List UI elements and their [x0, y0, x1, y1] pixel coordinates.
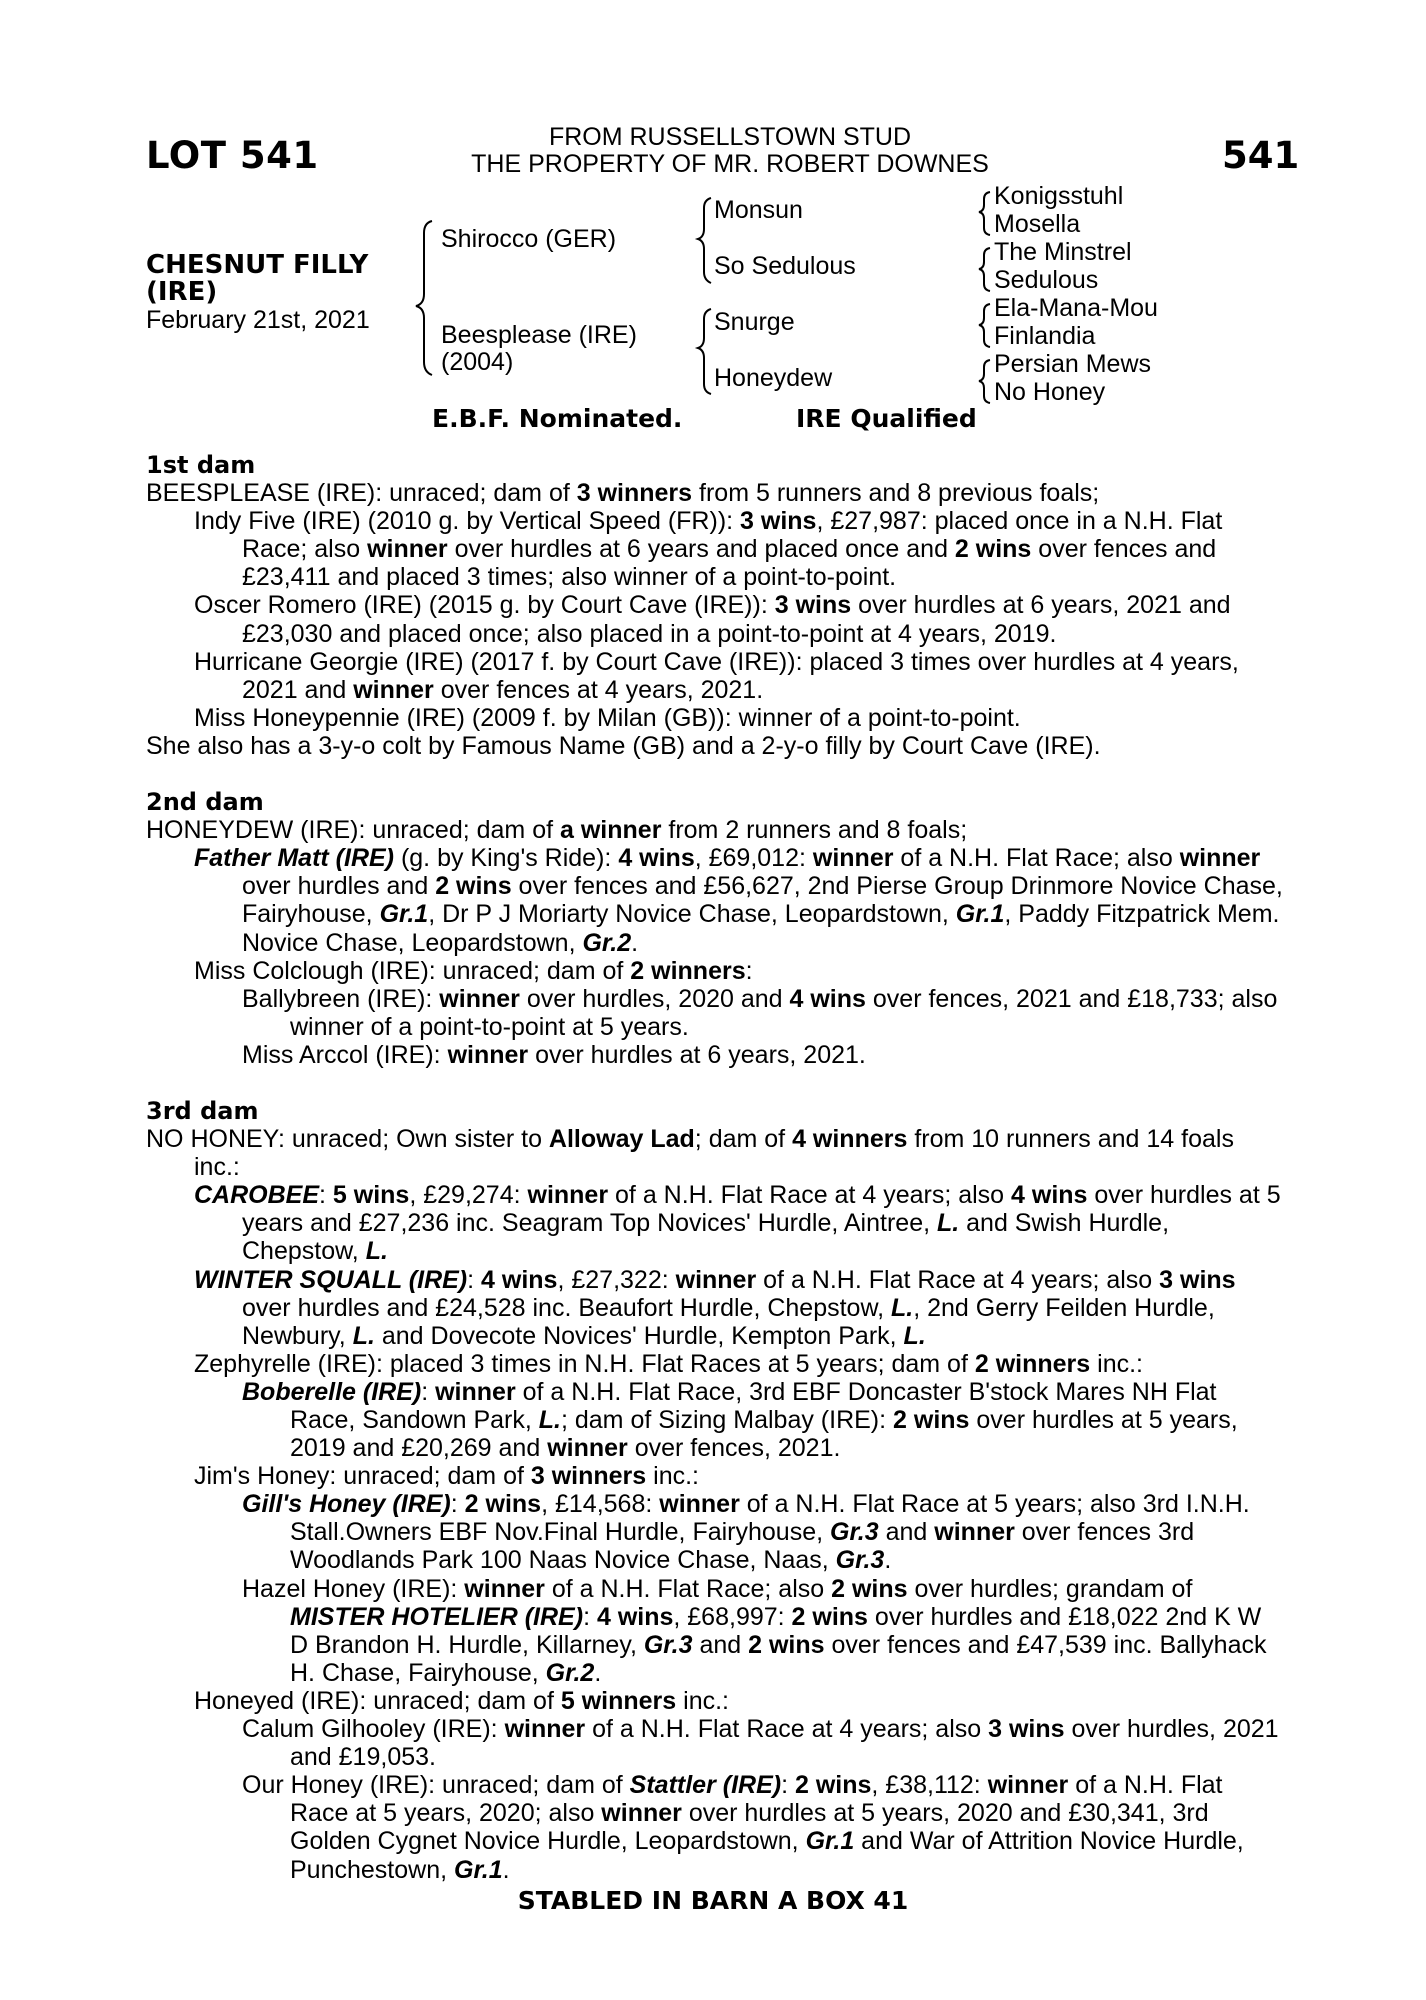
text-run: Our Honey (IRE): unraced; dam of: [242, 1771, 630, 1800]
pedigree-brackets: [0, 0, 1426, 420]
ebf-nominated-badge: E.B.F. Nominated.: [432, 404, 683, 433]
text-run: , Paddy Fitzpatrick Mem. Novice Chase, Leopardstown,: [242, 900, 1280, 957]
text-run: over hurdles at 5 years, 2020 and £30,341, 3rd Golden Cygnet Novice Hurdle, Leopardstown,: [290, 1799, 1209, 1856]
text-run: over hurdles at 5 years, 2019 and £20,269 and: [290, 1406, 1238, 1463]
bold-run: 2 wins: [893, 1406, 970, 1434]
produce-entry: [146, 1041, 1286, 1069]
text-run: Calum Gilhooley (IRE):: [242, 1715, 505, 1744]
section-heading: 3rd dam: [146, 1096, 259, 1125]
text-run: Hazel Honey (IRE):: [242, 1574, 465, 1603]
bold-run: winner: [1179, 844, 1261, 873]
text-run: over fences at 4 years, 2021.: [433, 675, 764, 704]
bold-run: winner: [547, 1434, 628, 1463]
dam-paragraph: [146, 1125, 1286, 1181]
produce-entry: [146, 957, 1286, 985]
text-run: over fences and £23,411 and placed 3 times; also winner of a point-to-point.: [242, 535, 1217, 592]
produce-entry: [146, 1462, 1286, 1490]
text-run: over hurdles and £18,022 2nd K W D Brandon H. Hurdle, Killarney,: [290, 1602, 1262, 1659]
text-run: of a N.H. Flat Race at 4 years; also: [608, 1181, 1012, 1210]
black-type-run: Gr.3: [830, 1518, 879, 1547]
black-type-run: Gr.3: [643, 1630, 693, 1659]
text-run: over hurdles; grandam of: [907, 1574, 1193, 1603]
bold-run: 2 wins: [831, 1574, 908, 1603]
text-run: inc.:: [1090, 1349, 1143, 1378]
text-run: over hurdles at 6 years and placed once and: [447, 535, 955, 564]
text-run: of a N.H. Flat Race; also: [893, 844, 1180, 873]
text-run: of a N.H. Flat Race at 5 years; also 3rd I.N.H. Stall.Owners EBF Nov.Final Hurdle, Fairyhouse,: [290, 1490, 1250, 1547]
bold-run: 4 wins: [1011, 1181, 1088, 1210]
text-run: over fences, 2021.: [627, 1434, 841, 1463]
text-run: Zephyrelle (IRE): placed 3 times in N.H. Flat Races at 5 years; dam of: [194, 1349, 975, 1378]
text-run: of a N.H. Flat Race; also: [544, 1574, 832, 1603]
text-run: over fences and £47,539 inc. Ballyhack H. Chase, Fairyhouse,: [290, 1630, 1267, 1687]
bold-run: winner: [367, 535, 448, 564]
bold-run: 3 wins: [774, 591, 852, 620]
text-run: Miss Arccol (IRE):: [242, 1040, 448, 1069]
text-run: Indy Five (IRE) (2010 g. by Vertical Speed (FR)):: [194, 507, 741, 536]
produce-entry: [146, 985, 1286, 1041]
text-run: , £27,987: placed once in a N.H. Flat Race; also: [242, 507, 1223, 564]
text-run: and: [692, 1630, 749, 1659]
section-spacer: [146, 1069, 1286, 1097]
pedigree-sire-sire: Monsun: [714, 196, 803, 224]
black-type-run: L.: [538, 1406, 561, 1434]
bold-run: 5 wins: [332, 1181, 410, 1210]
dam-paragraph: [146, 816, 1286, 844]
foaling-date: February 21st, 2021: [146, 306, 370, 334]
text-run: Ballybreen (IRE):: [242, 984, 440, 1013]
black-type-run: L.: [936, 1209, 960, 1238]
bold-run: 4 wins: [618, 844, 695, 873]
pedigree-dam-dam: Honeydew: [714, 364, 833, 392]
text-run: :: [450, 1490, 465, 1519]
bold-run: winner: [987, 1771, 1069, 1800]
text-run: over hurdles at 5 years and £27,236 inc. Seagram Top Novices' Hurdle, Aintree,: [242, 1181, 1281, 1238]
black-type-run: Gill's Honey (IRE): [242, 1490, 451, 1519]
text-run: of a N.H. Flat Race at 4 years; also: [756, 1265, 1160, 1294]
text-run: Jim's Honey: unraced; dam of: [194, 1462, 531, 1491]
bold-run: 3 wins: [740, 507, 817, 536]
text-run: over fences and £56,627, 2nd Pierse Group Drinmore Novice Chase, Fairyhouse,: [242, 872, 1283, 929]
bold-run: winner: [812, 844, 894, 873]
black-type-run: Gr.1: [805, 1827, 855, 1856]
consignor-line-2: THE PROPERTY OF MR. ROBERT DOWNES: [471, 150, 989, 178]
black-type-run: Gr.3: [835, 1546, 885, 1575]
black-type-run: Gr.1: [454, 1855, 503, 1884]
bold-run: winner: [353, 675, 434, 704]
text-run: Miss Colclough (IRE): unraced; dam of: [194, 956, 631, 985]
text-run: of a N.H. Flat Race, 3rd EBF Doncaster B'stock Mares NH Flat Race, Sandown Park,: [290, 1377, 1217, 1434]
produce-entry: [146, 1687, 1286, 1715]
text-run: .: [594, 1658, 602, 1687]
text-run: over hurdles and £24,528 inc. Beaufort Hurdle, Chepstow,: [242, 1293, 892, 1322]
text-run: , £14,568:: [541, 1490, 660, 1519]
text-run: BEESPLEASE (IRE): unraced; dam of: [146, 479, 577, 508]
pedigree-sire-dam: So Sedulous: [714, 252, 856, 280]
text-run: .: [884, 1546, 892, 1575]
text-run: , 2nd Gerry Feilden Hurdle, Newbury,: [242, 1293, 1215, 1350]
text-run: and Swish Hurdle, Chepstow,: [242, 1209, 1170, 1266]
bold-run: 2 winners: [974, 1349, 1091, 1378]
text-run: Miss Honeypennie (IRE) (2009 f. by Milan (GB)): winner of a point-to-point.: [194, 703, 1021, 732]
produce-entry: [146, 1490, 1286, 1574]
black-type-run: L.: [365, 1237, 388, 1266]
section-heading: 1st dam: [146, 451, 256, 479]
lot-number: 541: [1222, 134, 1300, 177]
bold-run: Alloway Lad: [548, 1125, 695, 1154]
bold-run: 3 wins: [988, 1715, 1065, 1744]
text-run: ; dam of: [694, 1125, 793, 1154]
produce-entry: [146, 844, 1286, 956]
section-heading: 2nd dam: [146, 788, 264, 817]
black-type-run: L.: [891, 1293, 914, 1322]
text-run: NO HONEY: unraced; Own sister to: [146, 1125, 549, 1154]
text-run: from 10 runners and 14 foals inc.:: [194, 1125, 1234, 1182]
produce-entry: [146, 1266, 1286, 1350]
text-run: over hurdles, 2021 and £19,053.: [290, 1715, 1279, 1772]
text-run: of a N.H. Flat Race at 4 years; also: [585, 1715, 989, 1744]
text-run: , £68,997:: [673, 1602, 792, 1631]
pedigree-dam: Beesplease (IRE): [441, 321, 637, 349]
section-spacer: [146, 760, 1286, 788]
text-run: over fences 3rd Woodlands Park 100 Naas Novice Chase, Naas,: [290, 1518, 1195, 1575]
bold-run: 2 wins: [794, 1771, 872, 1800]
bold-run: winner: [934, 1518, 1015, 1547]
black-type-run: CAROBEE: [194, 1181, 320, 1210]
bold-run: winner: [439, 984, 520, 1013]
text-run: , £29,274:: [409, 1181, 528, 1210]
text-run: :: [319, 1181, 333, 1210]
bold-run: winner: [601, 1799, 682, 1828]
bold-run: 4 winners: [792, 1125, 908, 1154]
text-run: HONEYDEW (IRE): unraced; dam of: [146, 816, 561, 845]
pedigree-gen3-7: Persian Mews: [994, 350, 1151, 378]
bold-run: winner: [504, 1715, 586, 1744]
bold-run: 3 winners: [576, 479, 693, 508]
pedigree-gen3-3: The Minstrel: [994, 238, 1132, 266]
text-run: :: [467, 1265, 482, 1294]
produce-entry: [146, 1771, 1286, 1883]
ire-qualified-badge: IRE Qualified: [796, 404, 977, 433]
black-type-run: Gr.1: [955, 900, 1005, 929]
text-run: , £69,012:: [694, 844, 813, 873]
bold-run: winner: [435, 1377, 516, 1406]
produce-entry: [146, 704, 1286, 732]
produce-entry: [146, 1181, 1286, 1265]
text-run: Oscer Romero (IRE) (2015 g. by Court Cave (IRE)):: [194, 591, 775, 620]
pedigree-gen3-8: No Honey: [994, 378, 1106, 406]
bold-run: 2 wins: [791, 1602, 868, 1631]
text-run: inc.:: [676, 1686, 729, 1715]
text-run: over hurdles, 2020 and: [519, 984, 790, 1013]
pedigree-sire: Shirocco (GER): [441, 225, 617, 253]
produce-entry: [146, 1715, 1286, 1771]
bold-run: winner: [447, 1040, 529, 1069]
produce-entry: [146, 507, 1286, 591]
bold-run: a winner: [560, 816, 662, 845]
text-run: .: [631, 928, 639, 957]
text-run: over hurdles at 6 years, 2021.: [528, 1040, 866, 1069]
bold-run: 2 wins: [464, 1490, 542, 1519]
text-run: from 2 runners and 8 foals;: [661, 816, 968, 845]
bold-run: winner: [464, 1574, 545, 1603]
consignor-line-1: FROM RUSSELLSTOWN STUD: [548, 123, 912, 151]
text-run: ; dam of Sizing Malbay (IRE):: [560, 1406, 894, 1434]
pedigree-dam-sire: Snurge: [714, 308, 795, 336]
text-run: .: [502, 1855, 510, 1884]
text-run: and: [878, 1518, 935, 1547]
produce-entry: [146, 648, 1286, 704]
bold-run: winner: [659, 1490, 740, 1519]
black-type-run: Boberelle (IRE): [242, 1377, 422, 1406]
text-run: :: [781, 1771, 795, 1800]
lot-label: LOT 541: [146, 134, 319, 177]
text-run: of a N.H. Flat Race at 5 years, 2020; also: [290, 1771, 1223, 1828]
text-run: (g. by King's Ride):: [394, 844, 619, 873]
produce-entry: [146, 591, 1286, 647]
text-run: , £38,112:: [871, 1771, 988, 1800]
bold-run: 2 winners: [630, 956, 746, 985]
stabling-info: STABLED IN BARN A BOX 41: [517, 1886, 909, 1915]
black-type-run: WINTER SQUALL (IRE): [194, 1265, 468, 1294]
bold-run: 2 wins: [954, 535, 1032, 564]
text-run: from 5 runners and 8 previous foals;: [692, 479, 1100, 508]
text-run: over hurdles at 6 years, 2021 and £23,030 and placed once; also placed in a point-to-point at 4 years, 2019.: [242, 591, 1231, 648]
pedigree-dam-year: (2004): [441, 348, 514, 376]
pedigree-gen3-5: Ela-Mana-Mou: [994, 294, 1158, 322]
dam-paragraph: [146, 732, 1286, 760]
produce-record: [146, 451, 1286, 1884]
black-type-run: Father Matt (IRE): [194, 844, 394, 873]
bold-run: winner: [527, 1181, 609, 1210]
bold-run: 3 wins: [1159, 1265, 1236, 1294]
text-run: and Dovecote Novices' Hurdle, Kempton Park,: [374, 1321, 904, 1350]
horse-description: CHESNUT FILLY (IRE): [146, 250, 369, 307]
bold-run: 4 wins: [481, 1265, 558, 1294]
bold-run: 2 wins: [748, 1630, 825, 1659]
pedigree-gen3-2: Mosella: [994, 210, 1081, 238]
bold-run: 4 wins: [596, 1602, 674, 1631]
text-run: Honeyed (IRE): unraced; dam of: [194, 1686, 561, 1715]
bold-run: 4 wins: [789, 984, 866, 1013]
bold-run: 5 winners: [560, 1686, 677, 1715]
text-run: and War of Attrition Novice Hurdle, Punchestown,: [290, 1827, 1244, 1884]
pedigree-gen3-4: Sedulous: [994, 266, 1099, 294]
black-type-run: Stattler (IRE): [629, 1771, 782, 1800]
dam-paragraph: [146, 479, 1286, 507]
text-run: , Dr P J Moriarty Novice Chase, Leopardstown,: [428, 900, 956, 929]
text-run: :: [421, 1377, 436, 1406]
bold-run: 3 winners: [530, 1462, 647, 1491]
produce-entry: [146, 1575, 1286, 1687]
pedigree-gen3-6: Finlandia: [994, 322, 1096, 350]
black-type-run: Gr.1: [379, 900, 429, 929]
text-run: over hurdles and: [242, 872, 436, 901]
text-run: Hurricane Georgie (IRE) (2017 f. by Court Cave (IRE)): placed 3 times over hurdles at 4 years, 2021 and: [194, 647, 1239, 704]
produce-entry: [146, 1350, 1286, 1378]
text-run: inc.:: [646, 1462, 699, 1491]
black-type-run: L.: [903, 1321, 926, 1350]
bold-run: 2 wins: [435, 872, 512, 901]
pedigree-gen3-1: Konigsstuhl: [994, 182, 1124, 210]
text-run: , £27,322:: [557, 1265, 676, 1294]
bold-run: winner: [675, 1265, 757, 1294]
produce-entry: [146, 1378, 1286, 1462]
black-type-run: MISTER HOTELIER (IRE): [290, 1602, 584, 1631]
text-run: :: [583, 1602, 597, 1631]
text-run: She also has a 3-y-o colt by Famous Name (GB) and a 2-y-o filly by Court Cave (IRE).: [146, 731, 1101, 760]
black-type-run: Gr.2: [582, 928, 632, 957]
black-type-run: L.: [352, 1321, 375, 1350]
black-type-run: Gr.2: [545, 1658, 595, 1687]
text-run: over fences, 2021 and £18,733; also winner of a point-to-point at 5 years.: [290, 984, 1278, 1041]
text-run: :: [745, 956, 753, 985]
